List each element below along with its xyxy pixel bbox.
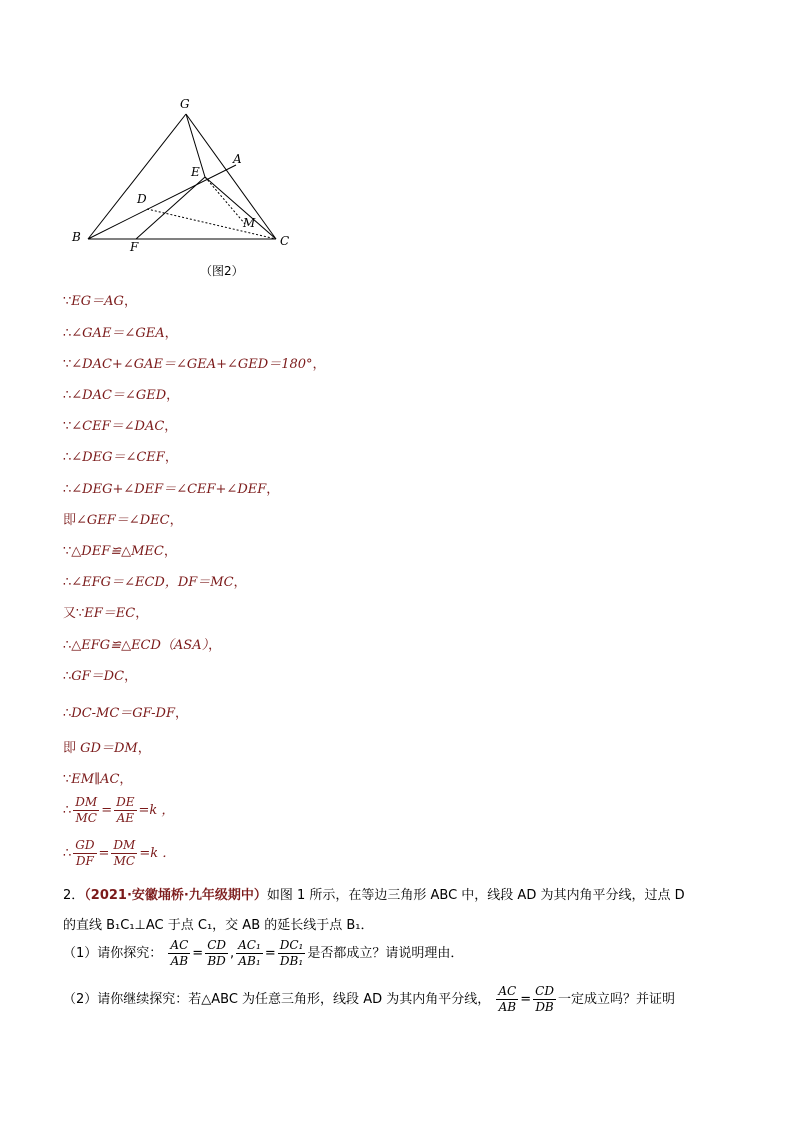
point-label-d: D [137,192,147,206]
proof-line: ∴∠DEG＝∠CEF， [63,450,178,465]
problem-number: 2． [63,888,85,903]
fraction: $\frac{AC}{AB}$ [498,984,517,1014]
fraction: $\frac{AC}{AB}$ [170,938,189,968]
proof-line: ∴△EFG≌△ECD（ASA）， [63,638,222,653]
problem-2-line-1: 2．（2021·安徽埇桥·九年级期中）如图 1 所示，在等边三角形 ABC 中，线段 AD 为其内角平分线，过点 D [63,888,685,903]
fraction: $\frac{DM}{MC}$ [113,838,136,868]
proof-line: 即∠GEF＝∠DEC， [63,513,183,528]
proof-line: 又∵EF＝EC， [63,606,149,621]
proof-line: ∵EM∥AC， [63,772,133,787]
proof-line: ∵∠CEF＝∠DAC， [63,419,178,434]
proof-line: ∴∠DEG+∠DEF＝∠CEF+∠DEF， [63,482,280,497]
ratio-line-2: ∴ $\frac{GD}{DF}$ = $\frac{DM}{MC}$ =k ． [63,838,176,868]
point-label-a: A [233,152,242,166]
point-label-c: C [280,234,290,248]
problem-source: （2021·安徽埇桥·九年级期中） [84,888,267,903]
question-2: （2）请你继续探究：若△ABC 为任意三角形，线段 AD 为其内角平分线， $\frac{AC}{AB}$ = $\frac{CD}{DB}$ 一定成立吗？并证明 [63,984,675,1014]
proof-line: 即 GD＝DM， [63,741,151,756]
proof-line: ∵EG＝AG， [63,294,137,309]
point-label-m: M [243,216,256,230]
question-1: （1）请你探究： $\frac{AC}{AB}$ = $\frac{CD}{BD}$ , $\frac{\text{AC₁}}{\text{AB₁}}$ = $\frac{\text{DC₁}}{\text{DB₁}}$ 是否都成立？请说明理由． [63,938,464,968]
proof-line: ∴∠DAC＝∠GED， [63,388,180,403]
point-label-e: E [191,165,200,179]
proof-line: ∵△DEF≌△MEC， [63,544,177,559]
proof-line: ∴GF＝DC， [63,669,138,684]
proof-line: ∵∠DAC+∠GAE＝∠GEA+∠GED＝180°， [63,357,326,372]
proof-line: ∴∠EFG＝∠ECD，DF＝MC， [63,575,247,590]
triangle-diagram [60,92,320,282]
geometry-figure [60,92,320,282]
fraction: $\frac{GD}{DF}$ [75,838,95,868]
point-label-f: F [130,240,139,254]
proof-line: ∴∠GAE＝∠GEA， [63,326,178,341]
fraction: $\frac{CD}{DB}$ [535,984,554,1014]
fraction: $\frac{\text{DC₁}}{\text{DB₁}}$ [279,938,304,968]
ratio-line-1: ∴ $\frac{DM}{MC}$ = $\frac{DE}{AE}$ =k ， [63,795,175,825]
fraction: $\frac{CD}{BD}$ [207,938,226,968]
fraction: $\frac{\text{AC₁}}{\text{AB₁}}$ [238,938,261,968]
problem-2-line-2: 的直线 B₁C₁⊥AC 于点 C₁，交 AB 的延长线于点 B₁． [63,918,374,933]
proof-line: ∴DC-MC＝GF-DF， [63,706,188,721]
fraction: $\frac{DE}{AE}$ [116,795,135,825]
point-label-g: G [180,97,190,111]
point-label-b: B [72,230,81,244]
fraction: $\frac{DM}{MC}$ [75,795,98,825]
figure-caption: （图2） [200,264,244,278]
